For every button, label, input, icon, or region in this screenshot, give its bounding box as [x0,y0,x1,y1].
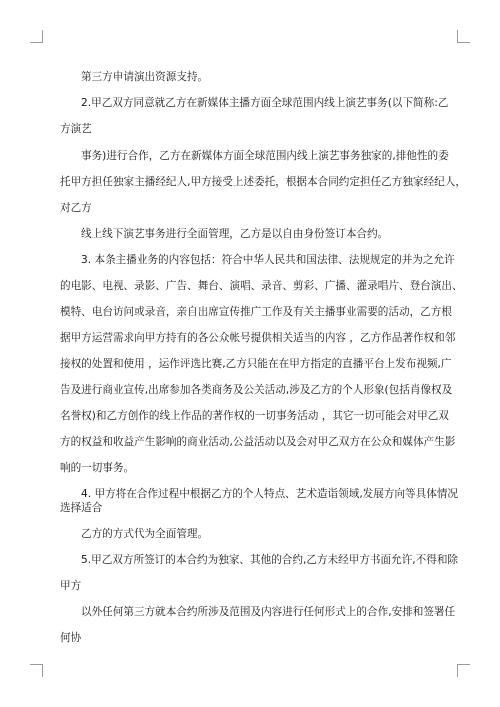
text-line: 响的一切事务。 [60,462,135,474]
text-line: 接权的处置和使用 ，运作评选比赛,乙方只能在在甲方指定的直播平台上发布视频,广 [60,358,452,370]
text-line: 2.甲乙双方同意就乙方在新媒体主播方面全球范围内线上演艺事务(以下简称:乙 [81,97,449,109]
text-line: 5.甲乙双方所签订的本合约为独家、其他的合约,乙方未经甲方书面允许,不得和除 [81,554,459,566]
text-line: 方演艺 [60,123,92,135]
text-line: 3. 本条主播业务的内容包括：符合中华人民共和国法律、法规规定的并为之允许 [81,254,455,266]
text-line: 托甲方担任独家主播经纪人,甲方接受上述委托，根据本合同约定担任乙方独家经纪人， [60,176,466,188]
text-line: 事务)进行合作，乙方在新媒体方面全球范围内线上演艺事务独家的,排他性的委 [81,150,449,162]
text-line: 据甲方运营需求向甲方持有的各公众帐号提供相关适当的内容 ，乙方作品著作权和邻 [60,332,456,344]
text-line: 选择适合 [60,502,103,514]
text-line: 方的权益和收益产生影响的商业活动,公益活动以及会对甲乙双方在公众和媒体产生影 [60,436,456,448]
text-line: 何协 [60,632,82,644]
crop-mark-bottom-right [457,664,470,677]
text-line: 告及进行商业宣传,出席参加各类商务及公关活动,涉及乙方的个人形象(包括肖像权及 [60,384,453,396]
crop-mark-top-right [457,30,470,43]
text-line: 4. 甲方将在合作过程中根据乙方的个人特点、艺术造诣领域,发展方向等具体情况 [81,488,459,500]
text-line: 甲方 [60,580,82,592]
text-line: 第三方申请演出资源支持。 [81,71,209,83]
text-line: 乙方的方式代为全面管理。 [81,528,209,540]
text-line: 以外任何第三方就本合约所涉及范围及内容进行任何形式上的合作,安排和签署任 [81,606,456,618]
text-line: 模特、电台访问或录音，亲自出席宣传推广工作及有关主播事业需要的活动，乙方根 [60,306,452,318]
crop-mark-bottom-left [30,664,43,677]
crop-mark-top-left [30,30,43,43]
text-line: 名誉权)和乙方创作的线上作品的著作权的一切事务活动 ，其它一切可能会对甲乙双 [60,410,449,422]
text-line: 线上线下演艺事务进行全面管理，乙方是以自由身份签订本合约。 [81,228,389,240]
text-line: 对乙方 [60,202,92,214]
text-line: 的电影、电视、录影、广告、舞台、演唱、录音、剪彩、广播、灌录唱片、登台演出、 [60,280,463,292]
